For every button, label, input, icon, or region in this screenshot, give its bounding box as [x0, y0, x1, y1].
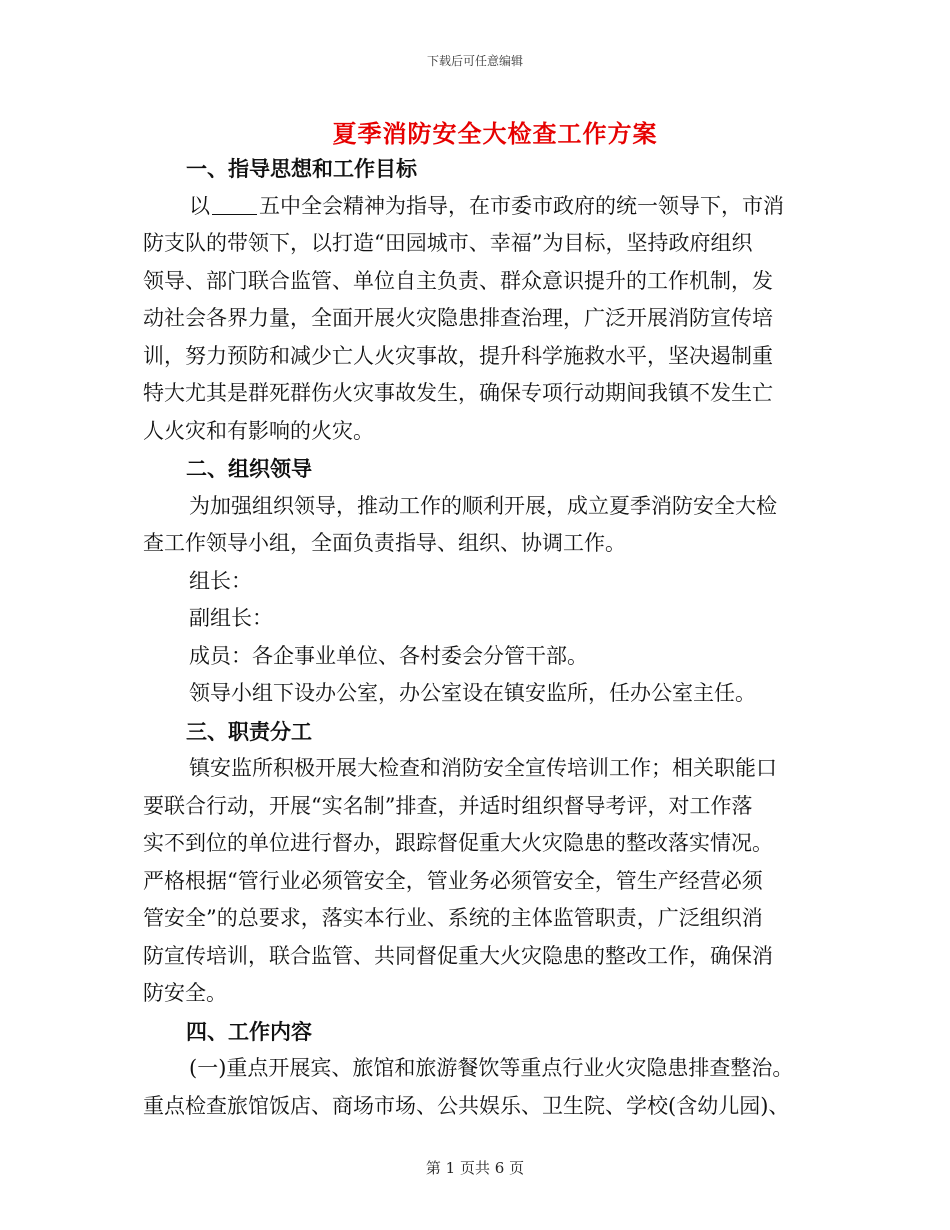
document-title: 夏季消防安全大检查工作方案: [332, 119, 658, 148]
paragraph-line: 领导小组下设办公室，办公室设在镇安监所，任办公室主任。: [189, 681, 756, 705]
page-header-note: 下载后可任意编辑: [426, 54, 523, 68]
section-heading: 二、组织领导: [186, 456, 312, 481]
paragraph-line: 动社会各界力量，全面开展火灾隐患排查治理，广泛开展消防宣传培: [143, 306, 773, 330]
section-heading: 四、工作内容: [186, 1018, 312, 1044]
paragraph-line: 为加强组织领导，推动工作的顺利开展，成立夏季消防安全大检: [189, 493, 777, 518]
paragraph-line: 防安全。: [143, 981, 227, 1005]
paragraph-line: 防支队的带领下，以打造“田园城市、幸福”为目标，坚持政府组织: [143, 231, 753, 255]
blank-underline: [212, 194, 257, 215]
paragraph-line: 领导、部门联合监管、单位自主负责、群众意识提升的工作机制，发: [143, 268, 773, 293]
section-heading: 三、职责分工: [186, 718, 312, 744]
section-heading: 一、指导思想和工作目标: [186, 156, 417, 181]
paragraph-line: 重点检查旅馆饭店、商场市场、公共娱乐、卫生院、学校(含幼儿园)、: [143, 1093, 790, 1118]
paragraph-line: 成员：各企事业单位、各村委会分管干部。: [189, 643, 588, 668]
paragraph-text: 以: [189, 193, 210, 218]
paragraph-line: 镇安监所积极开展大检查和消防安全宣传培训工作；相关职能口: [189, 756, 777, 780]
paragraph-line: 防宣传培训，联合监管、共同督促重大火灾隐患的整改工作，确保消: [143, 943, 773, 968]
paragraph-text: 五中全会精神为指导，在市委市政府的统一领导下，市消: [259, 193, 784, 218]
paragraph-line: [143, 188, 813, 226]
paragraph-line: (一)重点开展宾、旅馆和旅游餐饮等重点行业火灾隐患排查整治。: [189, 1056, 794, 1080]
paragraph-line: 管安全”的总要求，落实本行业、系统的主体监管职责，广泛组织消: [143, 906, 763, 930]
paragraph-line: 查工作领导小组，全面负责指导、组织、协调工作。: [143, 531, 626, 555]
paragraph-line: 要联合行动，开展“实名制”排查，并适时组织督导考评，对工作落: [143, 793, 753, 818]
paragraph-line: 训，努力预防和减少亡人火灾事故，提升科学施救水平，坚决遏制重: [143, 343, 773, 368]
paragraph-line: 严格根据“管行业必须管安全，管业务必须管安全，管生产经营必须: [143, 868, 763, 893]
paragraph-line: 特大尤其是群死群伤火灾事故发生，确保专项行动期间我镇不发生亡: [143, 381, 773, 405]
paragraph-line: 实不到位的单位进行督办，跟踪督促重大火灾隐患的整改落实情况。: [143, 831, 773, 855]
paragraph-line: 副组长：: [189, 606, 273, 630]
paragraph-line: 人火灾和有影响的火灾。: [143, 418, 374, 443]
page-number: 第 1 页共 6 页: [425, 1159, 525, 1177]
document-body: [143, 150, 813, 1125]
paragraph-line: 组长：: [189, 568, 252, 593]
